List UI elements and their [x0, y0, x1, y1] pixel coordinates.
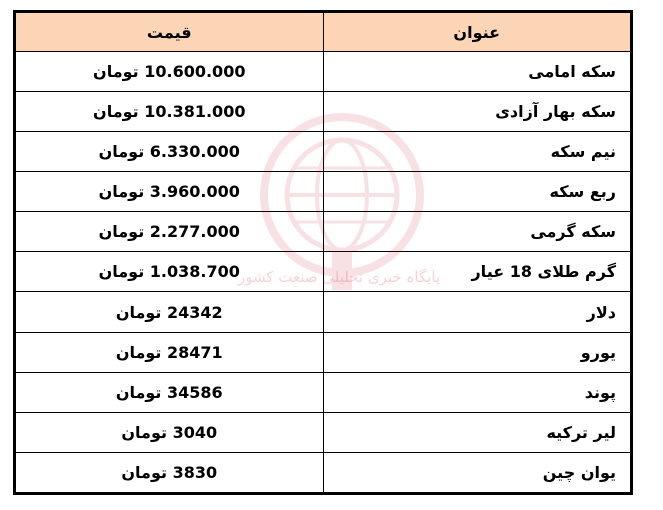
- row-title: پوند: [323, 372, 631, 412]
- row-title: یورو: [323, 332, 631, 372]
- price-table: [15, 12, 631, 493]
- row-price: 10.381.000 تومان: [16, 92, 324, 132]
- row-title: دلار: [323, 292, 631, 332]
- row-title: سکه گرمی: [323, 212, 631, 252]
- row-title: سکه امامی: [323, 52, 631, 92]
- table-row: [16, 52, 631, 92]
- row-price: 3040 تومان: [16, 412, 324, 452]
- row-price: 24342 تومان: [16, 292, 324, 332]
- table-row: [16, 372, 631, 412]
- row-price: 2.277.000 تومان: [16, 212, 324, 252]
- table-row: [16, 92, 631, 132]
- row-price: 3.960.000 تومان: [16, 172, 324, 212]
- table-row: [16, 252, 631, 292]
- header-price: قیمت: [16, 13, 324, 52]
- row-title: ربع سکه: [323, 172, 631, 212]
- table-row: [16, 412, 631, 452]
- row-price: 10.600.000 تومان: [16, 52, 324, 92]
- row-title: لیر ترکیه: [323, 412, 631, 452]
- table-header-row: [16, 13, 631, 52]
- row-title: یوان چین: [323, 452, 631, 492]
- table-row: [16, 172, 631, 212]
- header-title: عنوان: [323, 13, 631, 52]
- table-row: [16, 132, 631, 172]
- row-title: سکه بهار آزادی: [323, 92, 631, 132]
- row-title: نیم سکه: [323, 132, 631, 172]
- row-title: گرم طلای 18 عیار: [323, 252, 631, 292]
- row-price: 28471 تومان: [16, 332, 324, 372]
- watermark-text: پایگاه خبری تحلیلی صنعت کشور: [238, 268, 441, 286]
- row-price: 34586 تومان: [16, 372, 324, 412]
- price-table-container: [13, 10, 633, 495]
- row-price: 3830 تومان: [16, 452, 324, 492]
- table-row: [16, 292, 631, 332]
- row-price: 6.330.000 تومان: [16, 132, 324, 172]
- table-row: [16, 452, 631, 492]
- table-row: [16, 332, 631, 372]
- table-row: [16, 212, 631, 252]
- row-price: 1.038.700 تومان: [16, 252, 324, 292]
